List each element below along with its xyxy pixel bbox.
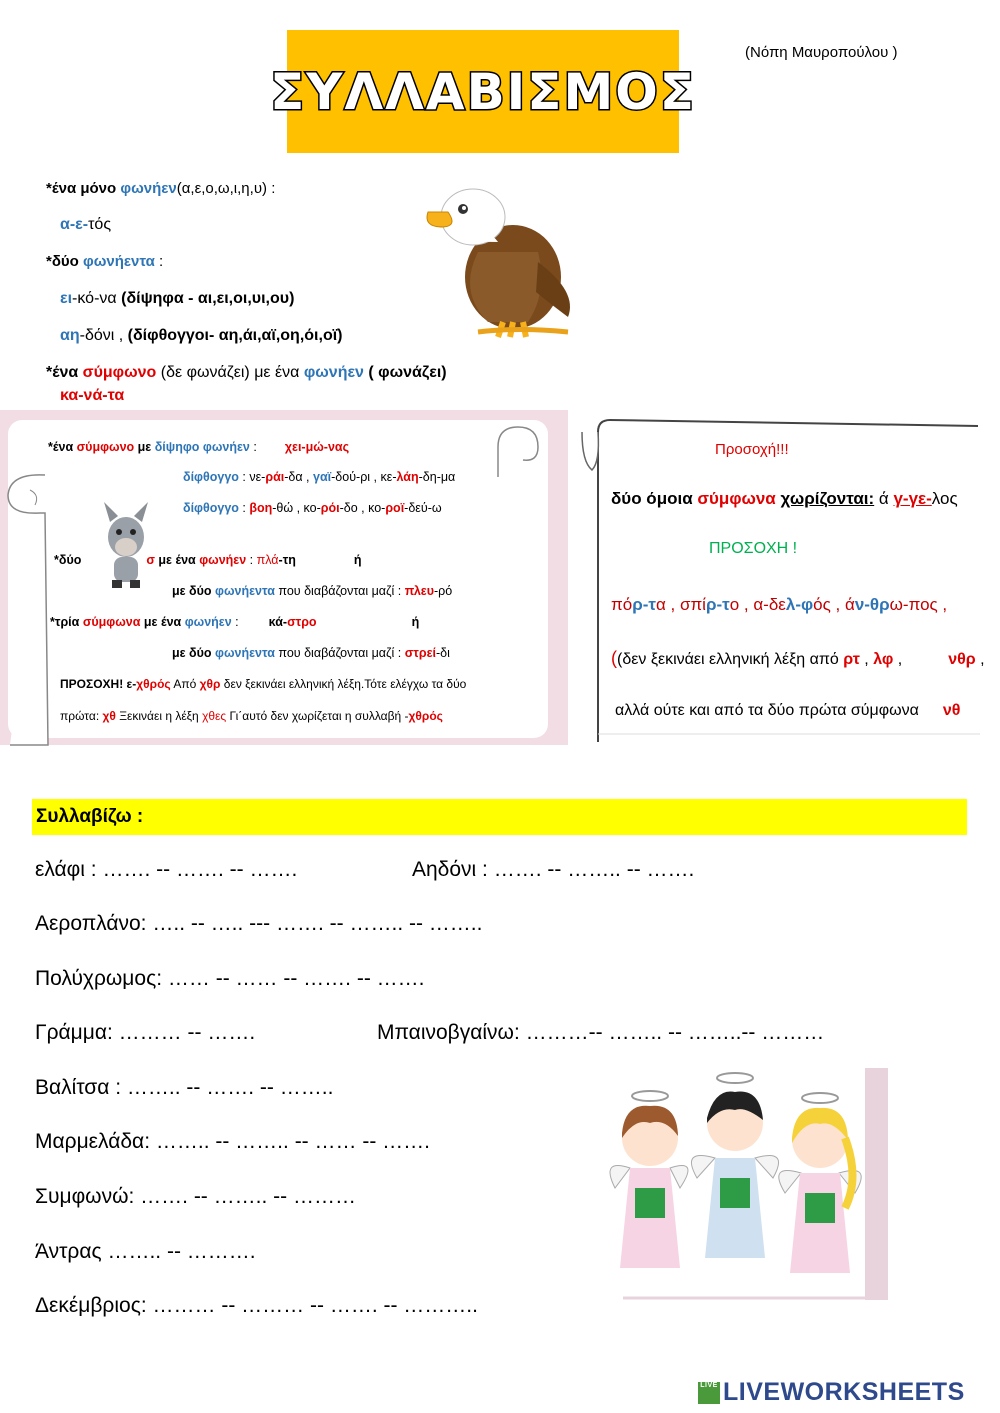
right-scroll-panel	[578, 412, 988, 742]
rule-one-vowel: *ένα μόνο φωνήεν(α,ε,ο,ω,ι,η,υ) :	[46, 180, 276, 197]
example-aidoni: αη-δόνι , (δίφθογγοι- αη,άι,αϊ,οη,όι,οϊ)	[60, 327, 343, 344]
scroll-curl-top-decoration	[488, 422, 548, 482]
scroll-curl-decoration	[0, 465, 70, 750]
scroll-line-5: με δύο φωνήεντα που διαβάζονται μαζί : πλευ-ρό	[172, 584, 453, 598]
eagle-illustration	[418, 182, 583, 342]
liveworksheets-logo	[698, 1378, 965, 1407]
exercise-item-aeroplano[interactable]: Αεροπλάνο: ….. -- ….. --- ……. -- …….. -- ……..	[35, 912, 483, 935]
left-scroll-panel	[0, 410, 568, 745]
example-aetos: α-ε-τός	[60, 216, 112, 233]
example-eikona: ει-κό-να (δίψηφα - αι,ει,οι,υι,ου)	[60, 290, 295, 307]
exercise-item-symfono[interactable]: Συμφωνώ: ……. -- …….. -- ………	[35, 1185, 356, 1208]
angels-illustration	[605, 1068, 888, 1300]
exercise-header: Συλλαβίζω :	[32, 799, 967, 835]
scroll-line-9: πρώτα: χθ Ξεκινάει η λέξη χθες Γι΄αυτό δεν χωρίζεται η συλλαβή -χθρός	[60, 709, 443, 723]
attention-label-1: Προσοχή!!!	[715, 441, 789, 458]
logo-text: LIVEWORKSHEETS	[723, 1378, 965, 1406]
exercise-item-gramma[interactable]: Γράμμα: ……… -- …….	[35, 1021, 256, 1044]
exercise-item-mpainovgaino[interactable]: Μπαινοβγαίνω: ………-- …….. -- ……..-- ………	[377, 1021, 825, 1044]
scroll-line-7: με δύο φωνήεντα που διαβάζονται μαζί : στρεί-δι	[172, 646, 450, 660]
donkey-illustration	[96, 502, 156, 590]
right-line-3: ((δεν ξεκινάει ελληνική λέξη από ρτ , λφ , νθρ ,	[611, 648, 985, 668]
right-line-2: πόρ-τα , σπίρ-το , α-δελ-φός , άν-θρω-πος ,	[611, 595, 948, 614]
right-line-4: αλλά ούτε και από τα δύο πρώτα σύμφωνα νθ	[615, 702, 961, 719]
example-kanata: κα-νά-τα	[60, 387, 125, 404]
right-scroll-paper	[578, 412, 988, 742]
scroll-line-1: *ένα σύμφωνο με δίψηφο φωνήεν : χει-μώ-νας	[48, 440, 350, 454]
attention-label-2: ΠΡΟΣΟΧΗ !	[709, 540, 798, 557]
exercise-item-aidoni[interactable]: Αηδόνι : ……. -- …….. -- …….	[412, 858, 695, 881]
rule-two-vowels: *δύο φωνήεντα :	[46, 253, 164, 270]
page-title: ΣΥΛΛΑΒΙΣΜΟΣ	[270, 62, 696, 121]
exercise-item-elafi[interactable]: ελάφι : ……. -- ……. -- …….	[35, 858, 298, 881]
rule-consonant-vowel: *ένα σύμφωνο (δε φωνάζει) με ένα φωνήεν ( φωνάζει)	[46, 364, 447, 381]
author-credit: (Νόπη Μαυροπούλου )	[745, 44, 898, 61]
right-line-1: δύο όμοια σύμφωνα χωρίζονται: ά γ-γε-λος	[611, 489, 958, 508]
scroll-line-2: δίφθογγο : νε-ράι-δα , γαϊ-δού-ρι , κε-λάη-δη-μα	[183, 470, 456, 484]
scroll-line-8: ΠΡΟΣΟΧΗ! ε-χθρός Από χθρ δεν ξεκινάει ελληνική λέξη.Τότε ελέγχω τα δύο	[60, 677, 467, 691]
exercise-item-dekemvrios[interactable]: Δεκέμβριος: ……… -- ……… -- ……. -- ………..	[35, 1294, 478, 1317]
logo-badge-icon: LIVE	[698, 1382, 720, 1404]
scroll-line-6: *τρία σύμφωνα με ένα φωνήεν : κά-στρο ή	[50, 615, 420, 629]
title-banner	[270, 30, 696, 153]
exercise-item-balitsa[interactable]: Βαλίτσα : …….. -- ……. -- ……..	[35, 1076, 334, 1099]
scroll-line-3: δίφθογγο : βοη-θώ , κο-ρόι-δο , κο-ροϊ-δεύ-ω	[183, 501, 442, 515]
exercise-item-antras[interactable]: Άντρας …….. -- ……….	[35, 1240, 256, 1263]
exercise-item-marmelada[interactable]: Μαρμελάδα: …….. -- …….. -- …… -- …….	[35, 1130, 431, 1153]
scroll-line-4: *δύο σ με ένα φωνήεν : πλά-τη ή	[54, 553, 362, 567]
exercise-item-polyxromos[interactable]: Πολύχρωμος: …… -- …… -- ……. -- …….	[35, 967, 425, 990]
